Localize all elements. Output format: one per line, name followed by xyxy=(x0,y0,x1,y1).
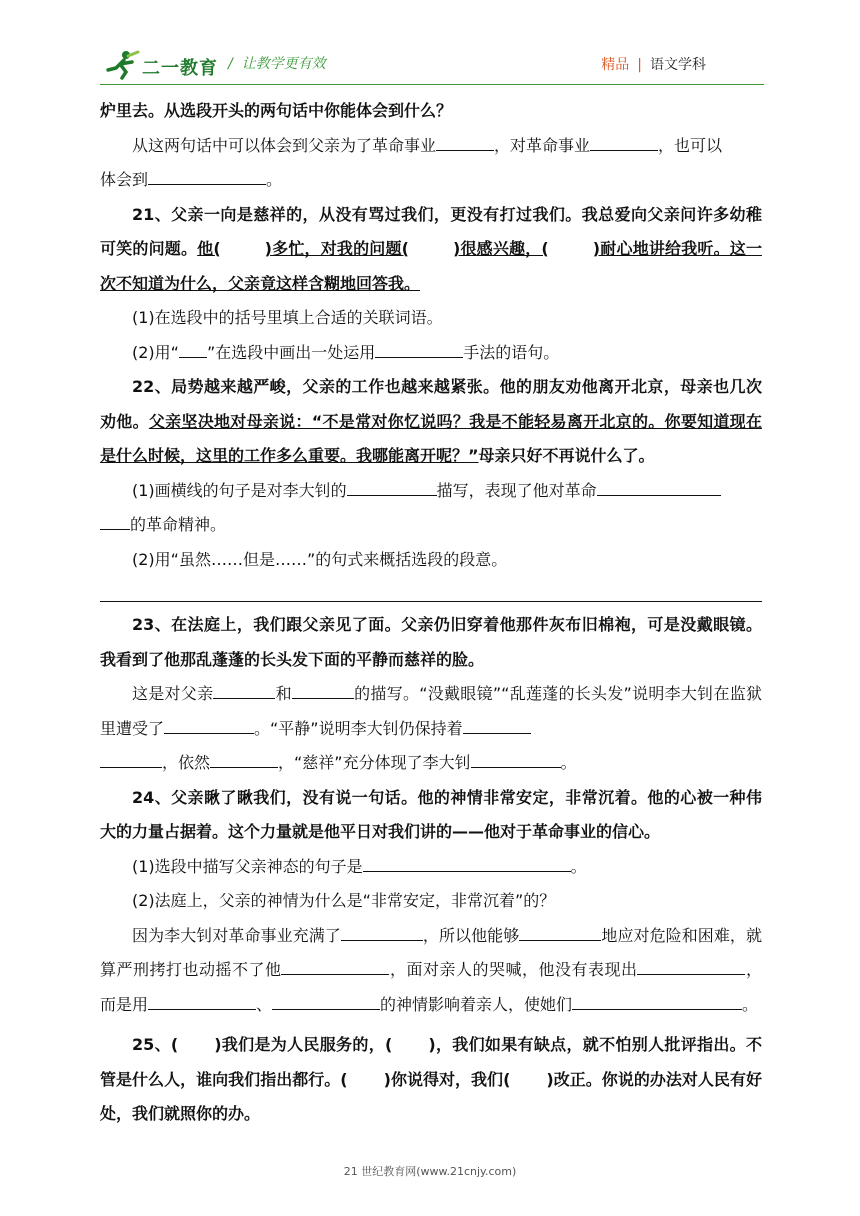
q20-answer: 从这两句话中可以体会到父亲为了革命事业 ，对革命事业 ，也可以 体会到 。 xyxy=(100,129,762,198)
q23-answer: 这是对父亲 和 的描写。“没戴眼镜”“乱莲蓬的长头发”说明李大钊在监狱里遭受了 。“平静”说明李大钊仍保持着 ，依然 ，“慈祥”充分体现了李大钊 。 xyxy=(100,677,762,781)
answer-blank[interactable] xyxy=(179,337,207,358)
q25-passage: 25、( )我们是为人民服务的，( )，我们如果有缺点，就不怕别人批评指出。不管是什么人，谁向我们指出都行。( )你说得对，我们( )改正。你说的办法对人民有好处，我们就照你的办。 xyxy=(100,1035,762,1123)
answer-blank[interactable] xyxy=(281,954,389,975)
logo xyxy=(104,50,240,80)
answer-blank[interactable] xyxy=(210,747,278,768)
q22-sub2: (2)用“虽然……但是……”的句式来概括选段的段意。 xyxy=(132,549,508,569)
answer-blank[interactable] xyxy=(637,954,745,975)
answer-blank[interactable] xyxy=(436,130,494,151)
answer-blank[interactable] xyxy=(590,130,658,151)
q24-answer: 因为李大钊对革命事业充满了 ，所以他能够 地应对危险和困难，就算严刑拷打也动摇不了他 ，面对亲人的哭喊，他没有表现出 ，而是用 、 的神情影响着亲人，使她们 。 xyxy=(100,919,762,1023)
answer-blank[interactable] xyxy=(347,475,437,496)
answer-blank[interactable] xyxy=(519,920,601,941)
q24-sub1: (1)选段中描写父亲神态的句子是 。 xyxy=(100,850,762,885)
answer-line[interactable] xyxy=(100,577,762,602)
slogan: / 让教学更有效 xyxy=(228,56,326,72)
q24-passage: 24、父亲瞅了瞅我们，没有说一句话。他的神情非常安定，非常沉着。他的心被一种伟大的力量占据着。这个力量就是他平日对我们讲的——他对于革命事业的信心。 xyxy=(100,787,762,841)
answer-blank[interactable] xyxy=(572,989,742,1010)
answer-blank[interactable] xyxy=(148,989,256,1010)
answer-blank[interactable] xyxy=(100,509,130,530)
worksheet-content xyxy=(100,94,762,1132)
logo-text: 二一教育 xyxy=(142,58,218,79)
answer-blank[interactable] xyxy=(341,920,423,941)
answer-blank[interactable] xyxy=(363,851,571,872)
answer-blank[interactable] xyxy=(463,713,531,734)
answer-blank[interactable] xyxy=(597,475,721,496)
answer-blank[interactable] xyxy=(164,713,254,734)
q21-sub1: (1)在选段中的括号里填上合适的关联词语。 xyxy=(132,308,443,327)
q21-passage: 21、父亲一向是慈祥的，从没有骂过我们，更没有打过我们。我总爱向父亲问许多幼稚可笑的问题。他( )多忙，对我的问题( )很感兴趣，( )耐心地讲给我听。这一次不知道为什么，父亲竟这样含糊地回答我。 xyxy=(100,204,762,293)
quality-tag: 精品 xyxy=(601,57,630,73)
answer-blank[interactable] xyxy=(471,747,561,768)
answer-blank[interactable] xyxy=(100,747,162,768)
page-footer: 21 世纪教育网(www.21cnjy.com) xyxy=(343,1165,517,1178)
answer-blank[interactable] xyxy=(213,678,275,699)
answer-blank[interactable] xyxy=(272,989,380,1010)
q21-sub2: (2)用“ ”在选段中画出一处运用 手法的语句。 xyxy=(100,336,762,371)
subject-label: 语文学科 xyxy=(650,57,706,73)
header-right: 精品 | 语文学科 xyxy=(601,57,706,73)
q20-question: 炉里去。从选段开头的两句话中你能体会到什么？ xyxy=(100,101,453,120)
q23-passage: 23、在法庭上，我们跟父亲见了面。父亲仍旧穿着他那件灰布旧棉袍，可是没戴眼镜。我看到了他那乱蓬蓬的长头发下面的平静而慈祥的脸。 xyxy=(100,615,762,669)
answer-blank[interactable] xyxy=(375,337,463,358)
answer-blank[interactable] xyxy=(292,678,354,699)
q24-sub2: (2)法庭上，父亲的神情为什么是“非常安定，非常沉着”的？ xyxy=(132,891,556,910)
answer-blank[interactable] xyxy=(148,164,266,185)
q22-passage: 22、局势越来越严峻，父亲的工作也越来越紧张。他的朋友劝他离开北京，母亲也几次劝他。父亲坚决地对母亲说：“不是常对你忆说吗？我是不能轻易离开北京的。你要知道现在是什么时候，这里的工作多么重要。我哪能离开呢？”母亲只好不再说什么了。 xyxy=(100,377,762,465)
page-header xyxy=(100,44,764,85)
runner-icon xyxy=(104,50,140,80)
q22-sub1: (1)画横线的句子是对李大钊的 描写，表现了他对革命 的革命精神。 xyxy=(100,474,762,543)
